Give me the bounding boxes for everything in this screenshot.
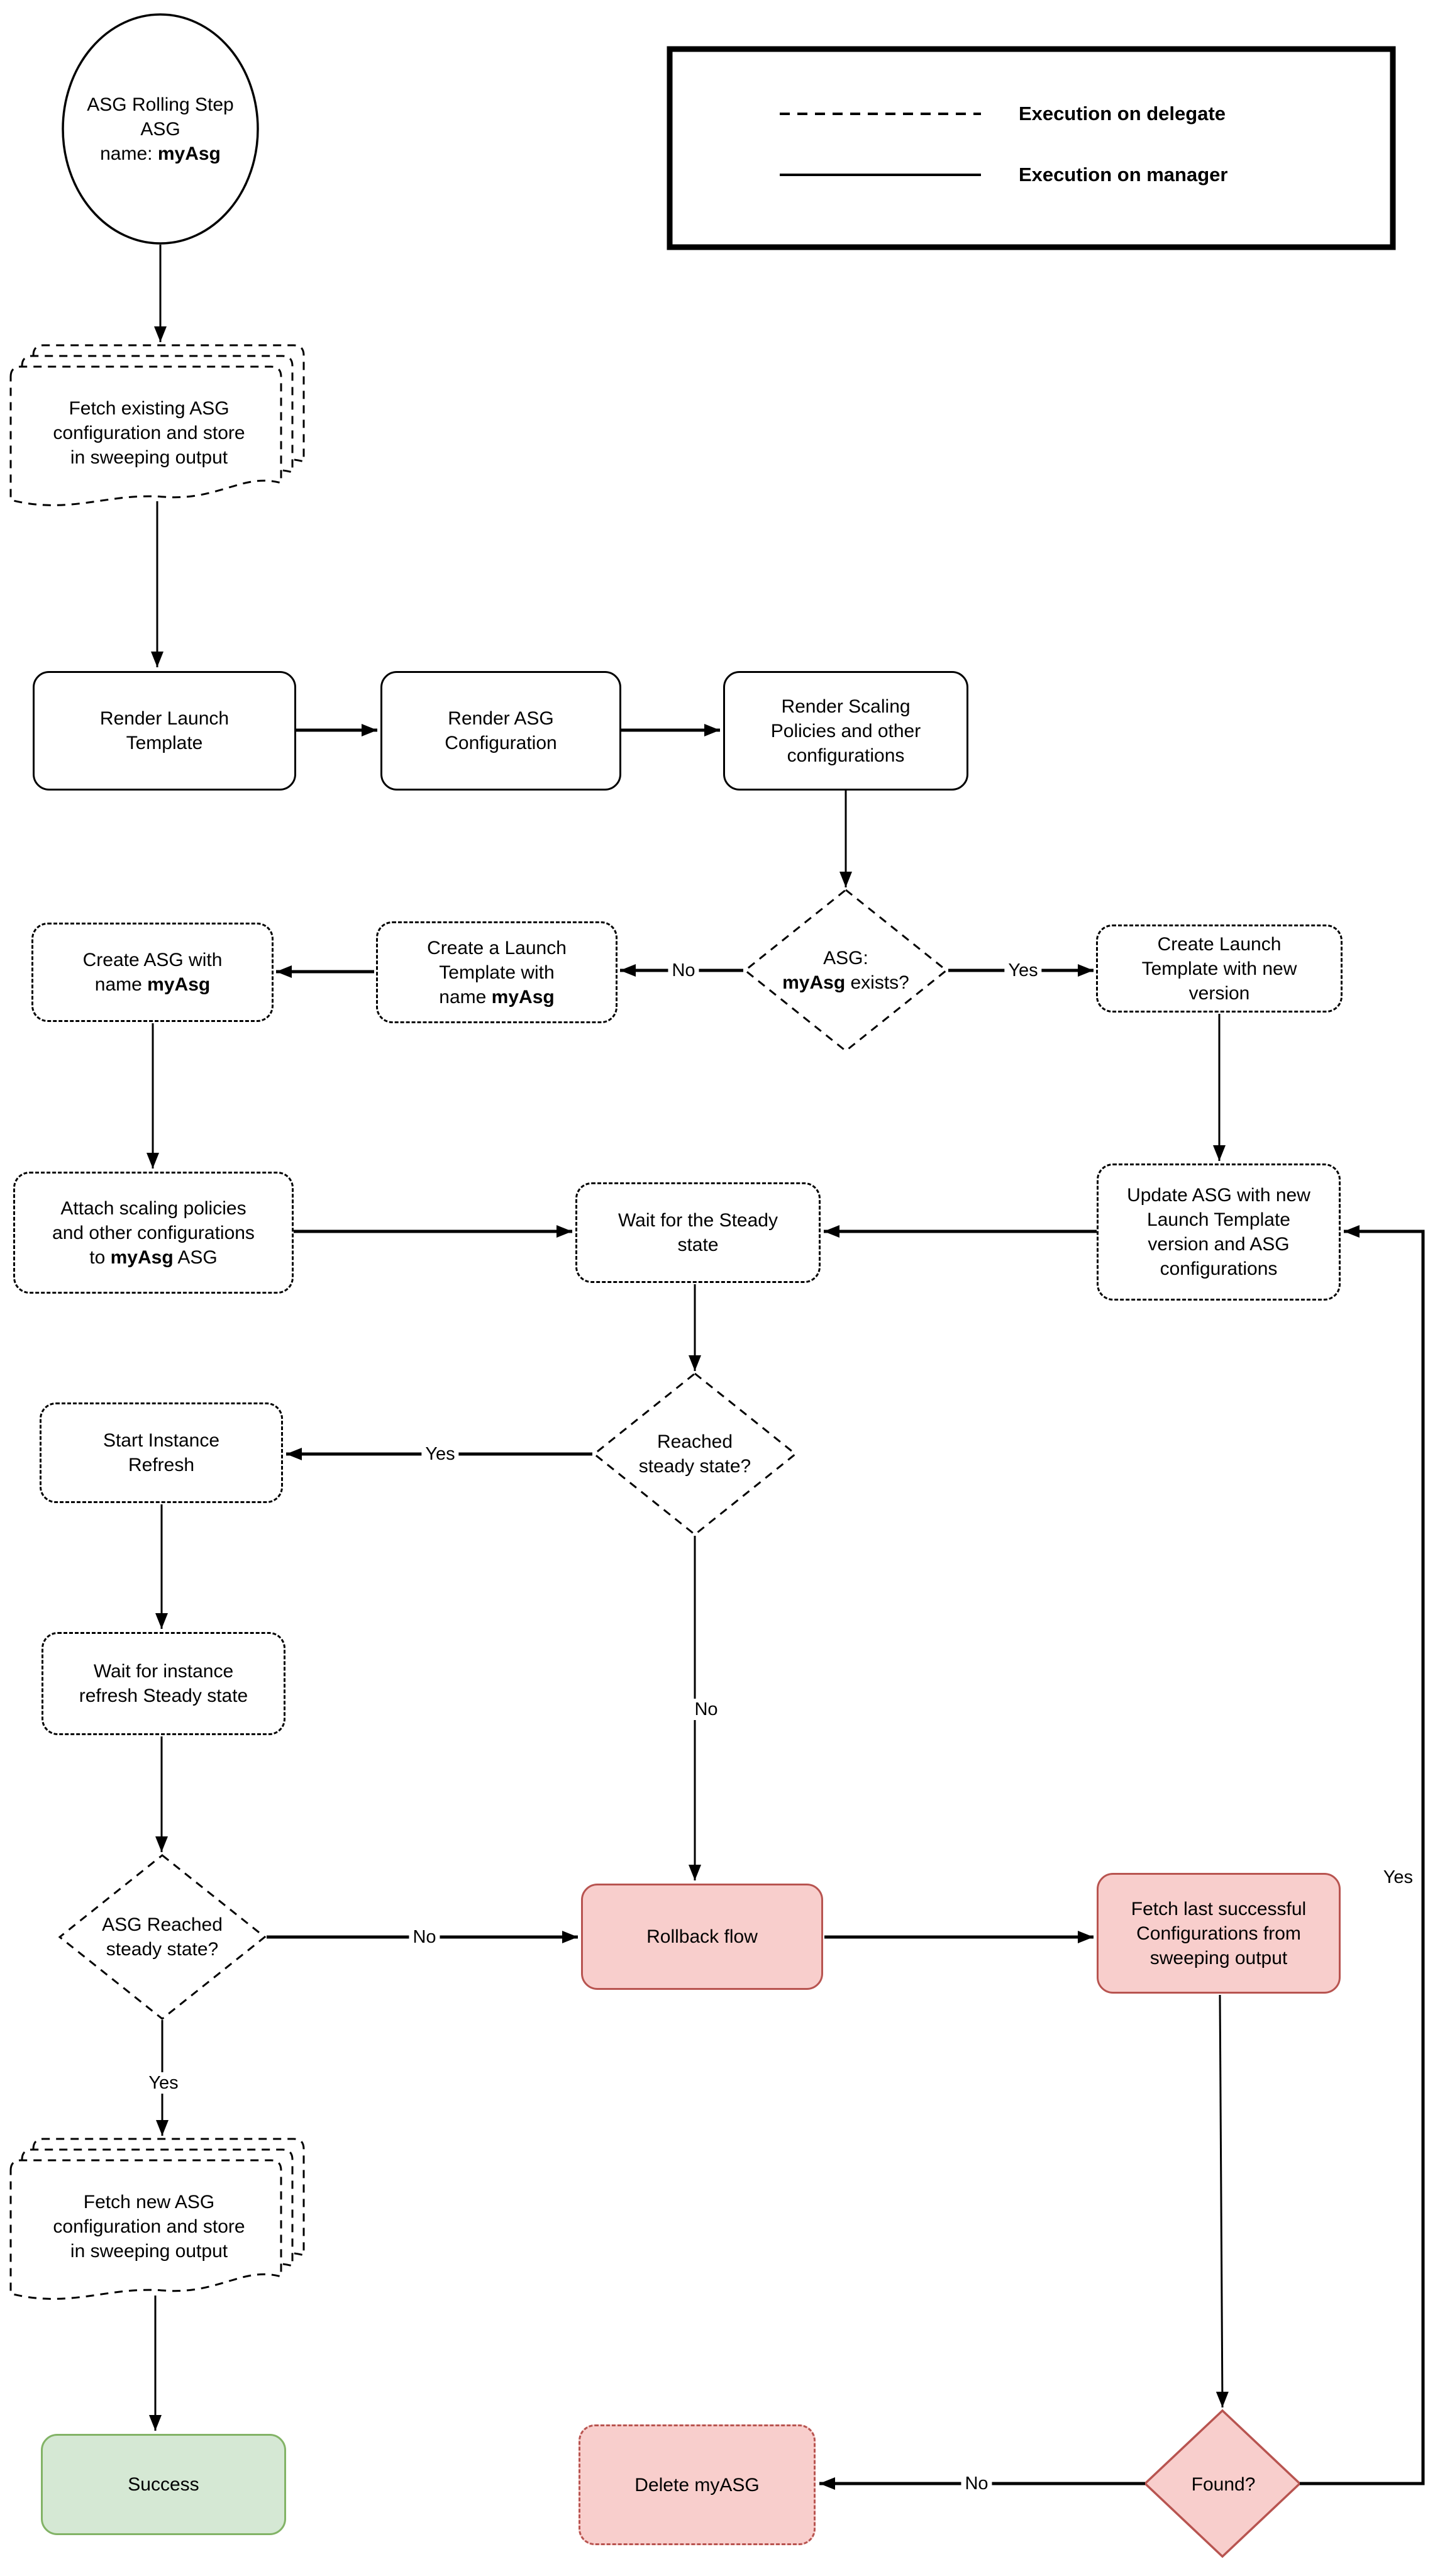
node-fetch-existing-config [23, 376, 275, 489]
wait-steady-line2: state [677, 1235, 719, 1255]
node-success [41, 2434, 286, 2535]
create-lt-new-line2: Template with new [1141, 958, 1297, 979]
render-lt-line2: Template [126, 733, 203, 753]
asg-exists-question: exists? [845, 972, 909, 993]
reached-line1: Reached [656, 1431, 733, 1452]
node-create-asg [31, 923, 274, 1022]
found-label: Found? [1191, 2473, 1256, 2495]
update-asg-line1: Update ASG with new [1127, 1185, 1310, 1206]
create-lt-named-line1: Create a Launch [427, 937, 567, 958]
node-render-scaling-policies [723, 671, 968, 791]
asg-reached-line1: ASG Reached [102, 1914, 223, 1935]
edge-label-exists-no: No [668, 960, 699, 981]
edge-label-reached-yes: Yes [421, 1443, 458, 1465]
fetch-new-line1: Fetch new ASG [83, 2191, 215, 2212]
create-lt-named-line2: Template with [439, 962, 555, 983]
edge-label-asg-reached-yes: Yes [145, 2072, 182, 2094]
attach-line1: Attach scaling policies [60, 1197, 246, 1219]
start-name-label: name: [100, 143, 158, 164]
attach-line3a: to [89, 1246, 111, 1268]
node-fetch-last-successful [1097, 1873, 1341, 1994]
legend-box [670, 49, 1393, 247]
edge-label-found-yes: Yes [1380, 1867, 1417, 1888]
create-asg-name: myAsg [147, 974, 211, 995]
node-start-instance-refresh [40, 1402, 283, 1503]
delete-myasg-label: Delete myASG [634, 2474, 760, 2496]
create-asg-line1: Create ASG with [82, 950, 223, 970]
edge-label-found-no: No [961, 2473, 992, 2494]
node-render-asg-configuration [380, 671, 621, 791]
legend-manager-label: Execution on manager [1019, 164, 1228, 186]
render-scaling-line3: configurations [787, 745, 905, 766]
create-lt-new-line3: version [1188, 982, 1250, 1004]
asg-reached-line2: steady state? [106, 1939, 219, 1960]
fetch-last-line3: sweeping output [1149, 1947, 1288, 1968]
node-wait-instance-refresh [42, 1632, 285, 1735]
node-wait-steady-state [575, 1182, 821, 1283]
node-start [63, 60, 258, 198]
node-reached-steady-state-decision [613, 1404, 777, 1504]
node-asg-reached-steady-decision [74, 1887, 250, 1987]
create-lt-named-line3: name [439, 986, 492, 1008]
update-asg-line2: Launch Template [1147, 1209, 1290, 1230]
create-asg-line2: name [94, 974, 148, 995]
node-found-decision [1162, 2446, 1285, 2522]
fetch-new-line2: configuration and store [53, 2216, 245, 2237]
start-name-value: myAsg [157, 143, 221, 164]
edge-found-yes-to-update-asg [1300, 1231, 1423, 2484]
node-attach-scaling-policies [13, 1172, 294, 1294]
wait-refresh-line2: refresh Steady state [79, 1685, 248, 1706]
start-line1: ASG Rolling Step [87, 94, 234, 115]
fetch-last-line1: Fetch last successful [1131, 1898, 1307, 1919]
node-render-launch-template [33, 671, 296, 791]
asg-exists-line1: ASG: [823, 948, 868, 969]
fetch-existing-line2: configuration and store [53, 422, 245, 443]
render-asg-line1: Render ASG [448, 708, 554, 729]
render-lt-line1: Render Launch [99, 708, 230, 729]
reached-line2: steady state? [638, 1456, 751, 1477]
fetch-existing-line1: Fetch existing ASG [69, 397, 230, 419]
render-scaling-line1: Render Scaling [781, 696, 911, 717]
create-lt-new-line1: Create Launch [1157, 933, 1282, 955]
attach-line3c: ASG [173, 1246, 218, 1268]
attach-name: myAsg [110, 1246, 174, 1268]
update-asg-line3: version and ASG [1148, 1234, 1290, 1255]
edge-fetch-last-to-found [1220, 1995, 1222, 2407]
rollback-label: Rollback flow [646, 1926, 758, 1947]
node-asg-exists-decision [764, 920, 928, 1021]
attach-line2: and other configurations [52, 1222, 255, 1243]
wait-refresh-line1: Wait for instance [93, 1661, 234, 1682]
node-update-asg [1097, 1163, 1341, 1301]
fetch-new-line3: in sweeping output [70, 2240, 228, 2262]
node-create-launch-template-named [376, 921, 618, 1023]
start-refresh-line1: Start Instance [102, 1430, 220, 1451]
wait-steady-line1: Wait for the Steady [618, 1210, 778, 1231]
edge-label-exists-yes: Yes [1004, 960, 1041, 981]
asg-exists-name: myAsg [782, 972, 846, 993]
node-rollback-flow [581, 1884, 823, 1990]
start-line2: ASG [140, 118, 180, 140]
update-asg-line4: configurations [1160, 1258, 1278, 1279]
create-lt-named-name: myAsg [491, 986, 555, 1008]
edge-label-asg-reached-no: No [409, 1926, 440, 1948]
edge-label-reached-no: No [690, 1699, 721, 1720]
node-fetch-new-config [23, 2170, 275, 2283]
render-scaling-line2: Policies and other [770, 720, 921, 741]
success-label: Success [128, 2474, 199, 2495]
render-asg-line2: Configuration [445, 733, 557, 753]
node-create-launch-template-new-version [1096, 924, 1343, 1013]
start-refresh-line2: Refresh [128, 1455, 195, 1475]
node-delete-myasg [579, 2424, 816, 2545]
fetch-existing-line3: in sweeping output [70, 447, 228, 468]
legend-delegate-label: Execution on delegate [1019, 103, 1226, 125]
fetch-last-line2: Configurations from [1136, 1923, 1301, 1944]
